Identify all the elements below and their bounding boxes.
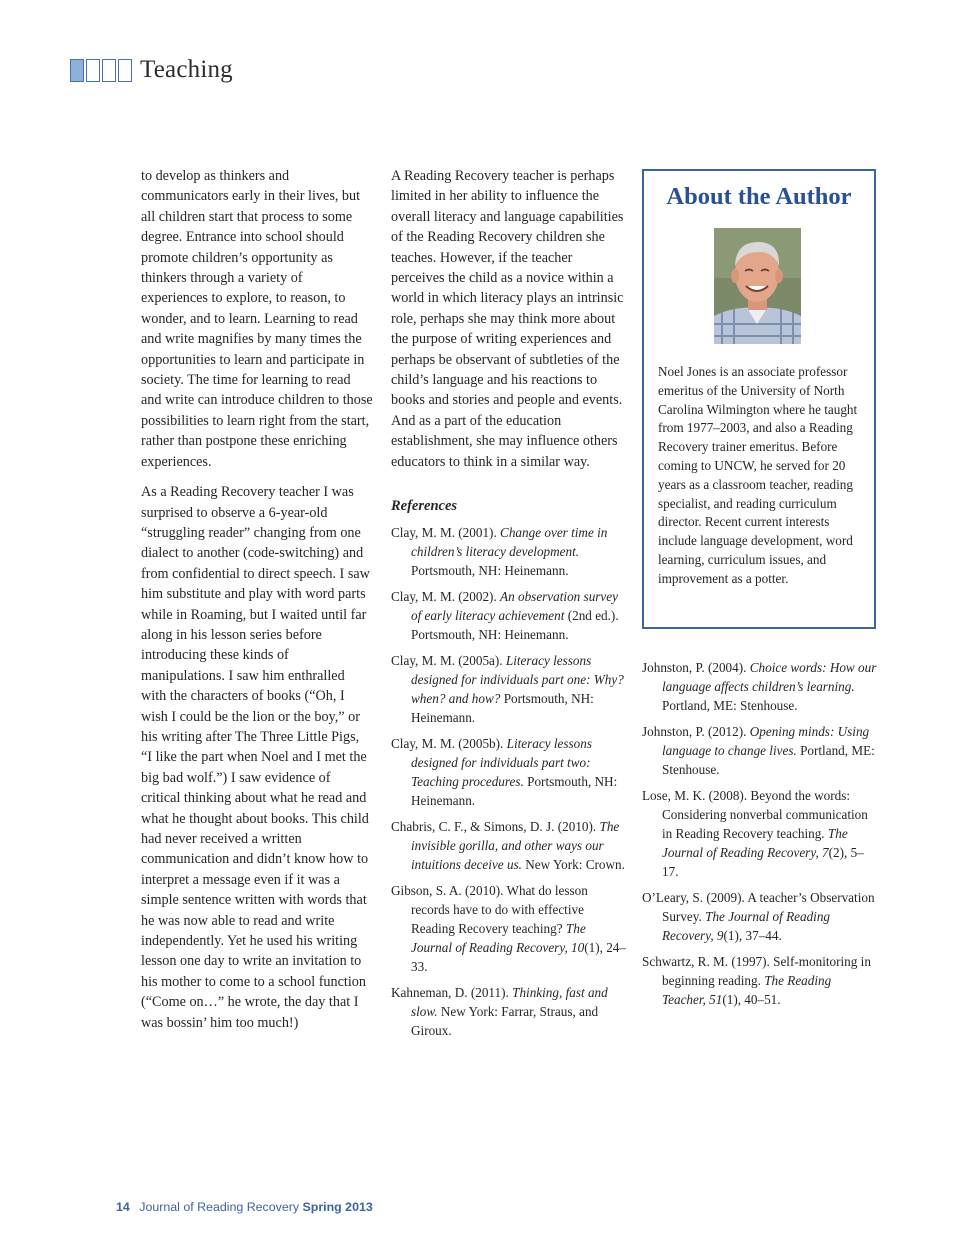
reference-entry: Lose, M. K. (2008). Beyond the words: Considering nonverbal communication in Reading Recovery teaching. The Journal of Reading Recovery, 7(2), 5–17. xyxy=(642,788,868,879)
reference-entry: Clay, M. M. (2001). Change over time in children’s literacy development. Portsmouth, NH: Heinemann. xyxy=(391,524,608,578)
author-photo xyxy=(714,228,801,344)
author-box-title: About the Author xyxy=(666,183,852,210)
references-heading: References xyxy=(391,498,458,515)
about-author-box xyxy=(642,169,876,629)
reference-entry: Chabris, C. F., & Simons, D. J. (2010). The invisible gorilla, and other ways our intuitions deceive us. New York: Crown. xyxy=(391,818,625,872)
reference-entry: O’Leary, S. (2009). A teacher’s Observation Survey. The Journal of Reading Recovery, 9(1), 37–44. xyxy=(642,890,875,943)
author-bio: Noel Jones is an associate professor emeritus of the University of North Carolina Wilmington where he taught from 1977–2003, and also a Reading Recovery trainer emeritus. Before coming to UNCW, he served for 20 years as a classroom teacher, reading specialist, and reading curriculum director. Recent current interests include language development, word learning, curriculum issues, and improvement as a potter. xyxy=(658,364,858,586)
issue-label: Spring 2013 xyxy=(302,1200,373,1214)
reference-entry: Clay, M. M. (2005b). Literacy lessons designed for individuals part two: Teaching procedures. Portsmouth, NH: Heinemann. xyxy=(391,735,618,808)
paragraph: As a Reading Recovery teacher I was surprised to observe a 6-year-old “struggling reader” changing from one dialect to another (code-switching) and from confidential to direct speech. I saw him substitute and play with word parts while in Roaming, but I waited until far along in his lesson series before introducing these kinds of manipulations. I saw him enthralled with the characters of books (“Oh, I wish I could be the lion or the boy,” or his writing after The Three Little Pigs, “I like the part when Noel and I met the big bad wolf.”) I saw evidence of critical thinking about what he read and what he thought about books. This child had never received a written communication and didn’t know how to interpret a message even if it was a simple sentence written with words that he was now able to read and write independently. Yet he used his writing lesson one day to write an invitation to his mother to come to a school function (“Come on…” he wrote, the day that I was bossin’ him too much!) xyxy=(141,484,370,1031)
reference-entry: Schwartz, R. M. (1997). Self-monitoring in beginning reading. The Reading Teacher, 51(1), 40–51. xyxy=(642,954,871,1007)
reference-entry: Kahneman, D. (2011). Thinking, fast and slow. New York: Farrar, Straus, and Giroux. xyxy=(391,984,608,1038)
paragraph: to develop as thinkers and communicators early in their lives, but all children start that process to some degree. Entrance into school should promote children’s opportunity as thinkers through a variety of experiences to explore, to reason, to wonder, and to learn. Learning to read and write magnifies by many times the opportunities to learn and participate in society. The time for learning to read and write can introduce children to those possibilities to learn right from the start, rather than postpone these enriching experiences. xyxy=(141,168,373,470)
paragraph: A Reading Recovery teacher is perhaps limited in her ability to influence the overall literacy and language capabilities of the Reading Recovery children she teaches. However, if the teacher perceives the child as a novice within a world in which literacy plays an intrinsic role, perhaps she may think more about the purpose of writing experiences and perhaps be observant of subtleties of the child’s language and his reactions to books and stories and people and events. And as a part of the education establishment, she may influence others educators to think in a similar way. xyxy=(391,168,624,470)
body-column-2 xyxy=(391,166,627,1047)
body-column-3 xyxy=(642,658,877,1016)
reference-entry: Johnston, P. (2012). Opening minds: Using language to change lives. Portland, ME: Stenhouse. xyxy=(642,724,875,777)
page-footer xyxy=(116,1200,373,1214)
section-title: Teaching xyxy=(140,56,233,83)
body-column-1 xyxy=(141,166,373,1043)
section-marker-icon xyxy=(70,59,134,82)
references-list xyxy=(391,523,627,1040)
references-list xyxy=(642,658,877,1009)
reference-entry: Clay, M. M. (2002). An observation survey of early literacy achievement (2nd ed.). Portsmouth, NH: Heinemann. xyxy=(391,588,619,642)
reference-entry: Clay, M. M. (2005a). Literacy lessons designed for individuals part one: Why? when? and how? Portsmouth, NH: Heinemann. xyxy=(391,652,624,725)
reference-entry: Gibson, S. A. (2010). What do lesson records have to do with effective Reading Recovery teaching? The Journal of Reading Recovery, 10(1), 24–33. xyxy=(391,882,626,974)
reference-entry: Johnston, P. (2004). Choice words: How our language affects children’s learning. Portland, ME: Stenhouse. xyxy=(642,660,877,713)
page-number: 14 xyxy=(116,1200,130,1214)
journal-name: Journal of Reading Recovery xyxy=(139,1200,300,1214)
section-header xyxy=(70,55,233,85)
